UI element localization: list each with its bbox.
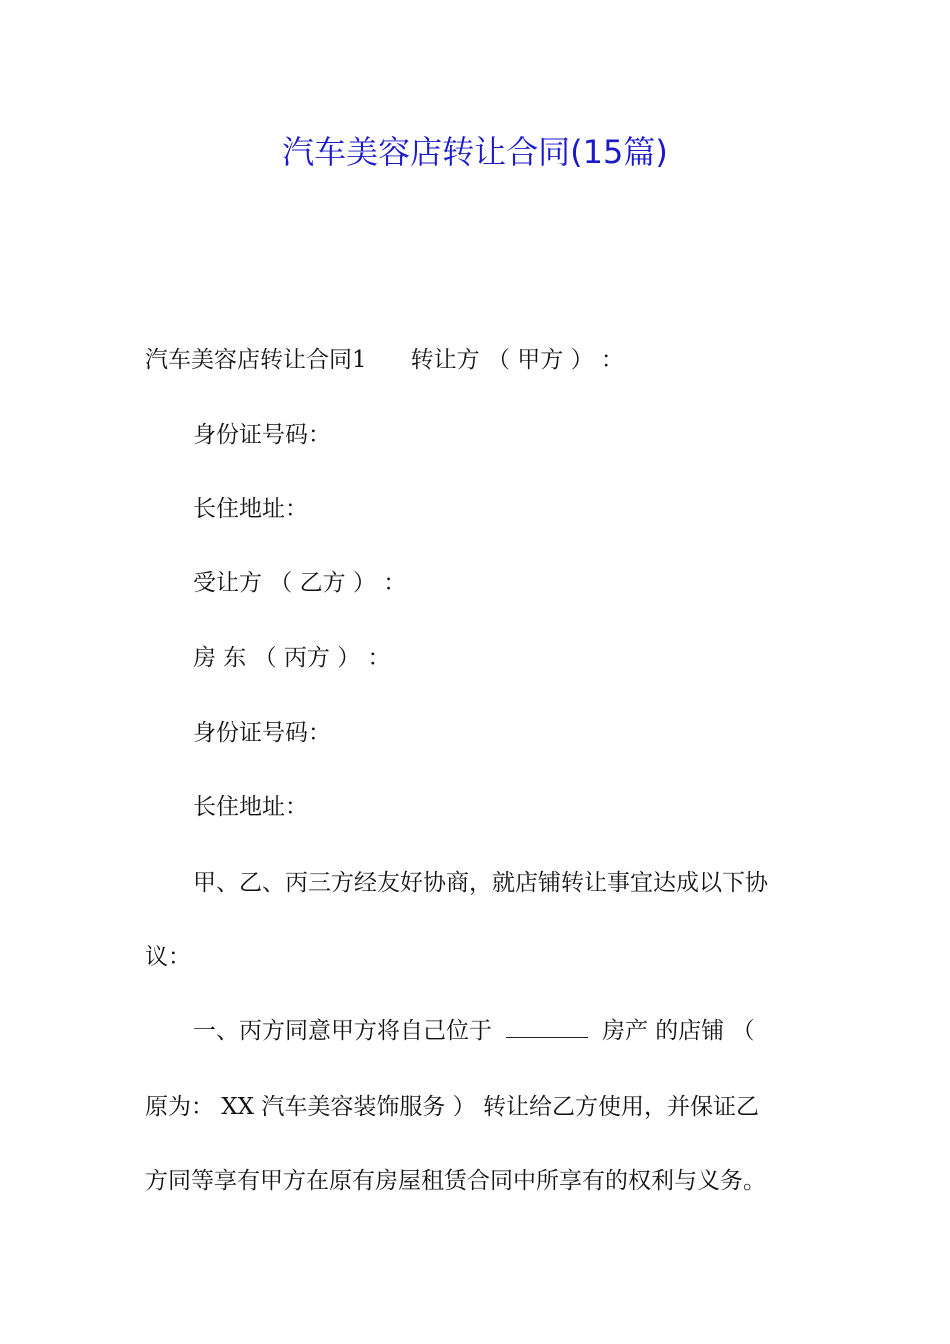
agreement-intro-line-1: 甲、乙、丙三方经友好协商，就店铺转让事宜达成以下协	[193, 870, 768, 896]
transferee-label: 受让方 （ 乙方 ） ：	[193, 570, 407, 596]
document-title: 汽车美容店转让合同(15篇)	[282, 133, 668, 171]
clause-1-text-before-blank: 一、丙方同意甲方将自己位于	[193, 1018, 492, 1044]
agreement-intro-line-2: 议：	[145, 944, 191, 970]
clause-1-text-after-blank: 房产 的店铺 （	[602, 1018, 755, 1044]
id-number-label-2: 身份证号码：	[193, 720, 331, 746]
address-label-2: 长住地址：	[193, 794, 308, 820]
contract-heading-line	[145, 343, 624, 377]
id-number-label-1: 身份证号码：	[193, 422, 331, 448]
transferor-label: 转让方 （ 甲方 ） ：	[410, 347, 624, 373]
landlord-label: 房 东 （ 丙方 ） ：	[193, 645, 391, 671]
clause-1-line-2: 原为： XX 汽车美容装饰服务 ） 转让给乙方使用，并保证乙	[145, 1094, 759, 1120]
clause-1-line-3: 方同等享有甲方在原有房屋租赁合同中所享有的权利与义务。	[145, 1168, 766, 1194]
contract-number-label: 汽车美容店转让合同1	[145, 347, 367, 373]
property-location-blank	[506, 1015, 588, 1038]
address-label-1: 长住地址：	[193, 496, 308, 522]
clause-1-line-1	[193, 1014, 755, 1048]
